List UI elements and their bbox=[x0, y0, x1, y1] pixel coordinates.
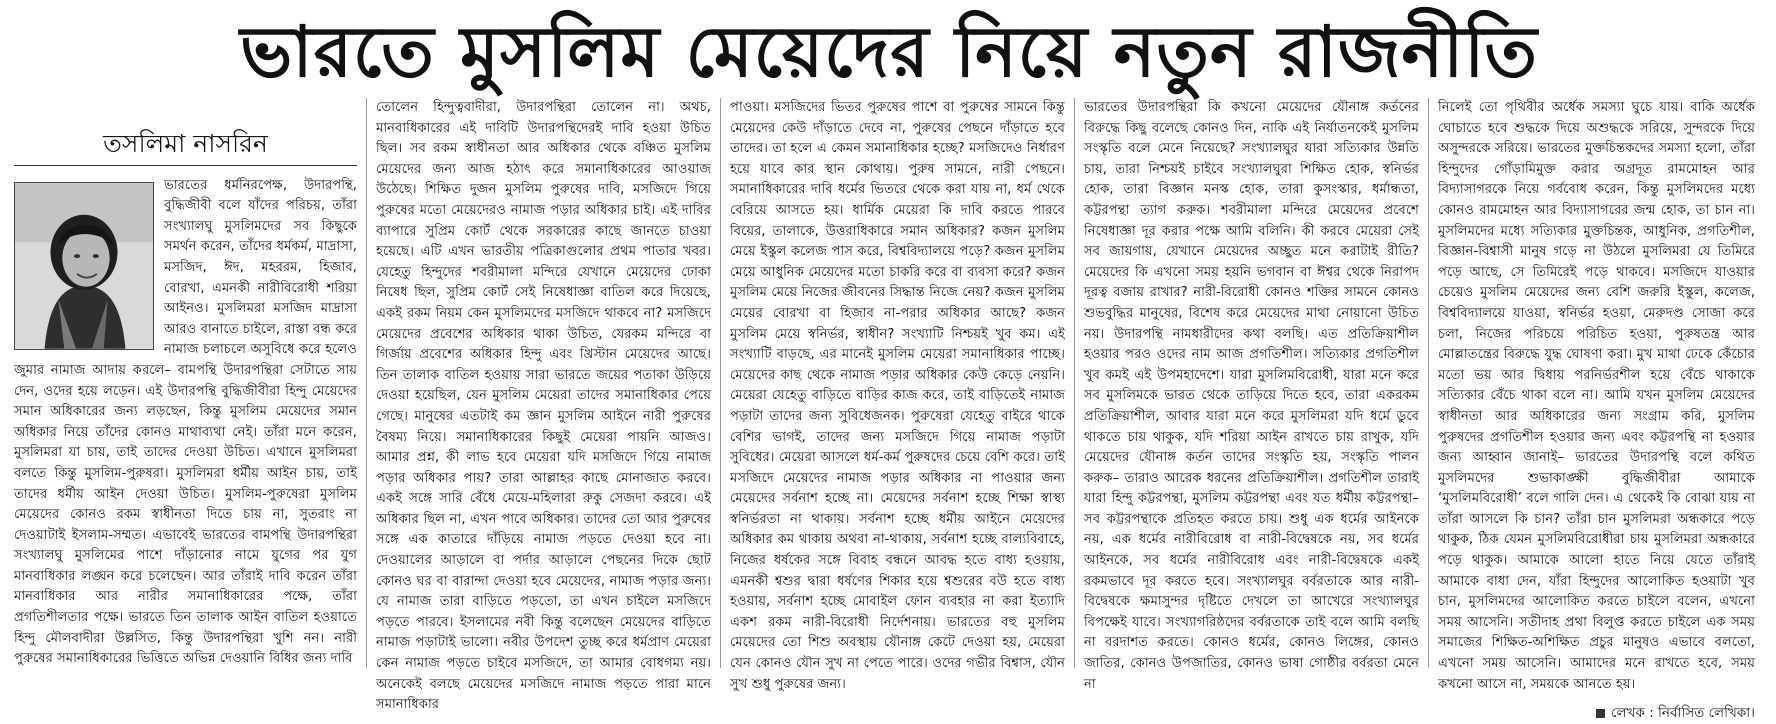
article-column-2 bbox=[366, 98, 720, 713]
byline: তসলিমা নাসরিন bbox=[14, 98, 357, 166]
article-text-col-5: নিলেই তো পৃথিবীর অর্ধেক সমস্যা ঘুচে যায়। বাকি অর্ধেক ঘোচাতে হবে শুদ্ধকে দিয়ে অশুদ্ধকে সরিয়ে, সুন্দরকে দিয়ে অসুন্দরকে সরিয়ে। ভারতের মুক্তচিন্তকদের সমস্যা হলো, তাঁরা হিন্দুদের গোঁড়ামিমুক্ত করার অগ্রদূত রামমোহন আর বিদ্যাসাগরকে নিয়ে গর্ববোধ করেন, কিন্তু মুসলিমদের মধ্যে কোনও রামমোহন আর বিদ্যাসাগরের জন্ম হোক, তা চান না। মুসলিমদের মধ্যে সত্যিকার মুক্তচিন্তক, আধুনিক, প্রগতিশীল, বিজ্ঞান-বিশ্বাসী মানুষ গড়ে না উঠলে মুসলিমরা যে তিমিরে পড়ে আছে, সে তিমিরেই পড়ে থাকবে। মসজিদে যাওয়ার চেয়েও মুসলিম মেয়েদের জন্য বেশি জরুরি ইস্কুল, কলেজ, বিশ্ববিদ্যালয়ে যাওয়া, স্বনির্ভর হওয়া, মেরুদণ্ড সোজা করে চলা, নিজের পরিচয়ে পরিচিত হওয়া, পুরুষতন্ত্র আর মোল্লাতন্ত্রের বিরুদ্ধে যুদ্ধ ঘোষণা করা। মুখ মাথা ঢেকে কেঁচোর মতো ভয় আর দ্বিধায় পরনির্ভরশীল হয়ে বেঁচে থাকাকে সত্যিকার বেঁচে থাকা বলে না। আমি যখন মুসলিম মেয়েদের স্বাধীনতা আর অধিকারের জন্য সংগ্রাম করি, মুসলিম পুরুষদের প্রগতিশীল হওয়ার জন্য এবং কট্টরপন্থি না হওয়ার জন্য আহ্বান জানাই– ভারতের উদারপন্থি বলে কথিত মুসলিমদের শুভাকাঙ্ক্ষী বুদ্ধিজীবীরা আমাকে ‘মুসলিমবিরোধী’ বলে গালি দেন। এ থেকেই কি বোঝা যায় না তাঁরা আসলে কি চান? তাঁরা চান মুসলিমরা অন্ধকারে পড়ে থাকুক, ঠিক যেমন মুসলিমবিরোধীরা চায় মুসলিমরা অন্ধকারে পড়ে থাকুক। আমাকে আলো হাতে নিয়ে যেতে তাঁরাই আমাকে বাধা দেন, যাঁরা হিন্দুদের আলোকিত হওয়াটা খুব চান, মুসলিমদের আলোকিত করতে চাইলে বলেন, এখনো সময় আসেনি। সতীদাহ প্রথা বিলুপ্ত করতে চাইলে এক সময় সমাজের শিক্ষিত-অশিক্ষিত প্রচুর মানুষও এভাবে বলতো, এখনো সময় আসেনি। আমাদের মনে রাখতে হবে, সময় কখনো আসে না, সময়কে আনতে হয়। bbox=[1438, 100, 1755, 692]
article-text-col-4: ভারতের উদারপন্থিরা কি কখনো মেয়েদের যৌনাঙ্গ কর্তনের বিরুদ্ধে কিছু বলেছে কোনও দিন, নাকি এই নির্যাতনকেই মুসলিম সংস্কৃতি বলে মেনে নিয়েছে? সংখ্যালঘুর যারা সত্যিকার উন্নতি চায়, তারা নিশ্চয়ই চাইবে সংখ্যালঘুরা শিক্ষিত হোক, স্বনির্ভর হোক, তারা বিজ্ঞান মনস্ক হোক, তারা কুসংস্কার, ধর্মান্ধতা, কট্টরপন্থা ত্যাগ করুক। শবরীমালা মন্দিরে মেয়েদের প্রবেশে নিষেধাজ্ঞা দূর করার পক্ষে আমি বলিনি। কী করবে মেয়েরা সেই সব জায়গায়, যেখানে মেয়েদের অচ্ছুত মনে করাটাই রীতি? মেয়েদের কি এখনো সময় হয়নি ভগবান বা ঈশ্বর থেকে নিরাপদ দূরত্ব বজায় রাখার? নারী-বিরোধী কোনও শক্তির সামনে কোনও শুভবুদ্ধির মানুষের, বিশেষ করে মেয়েদের মাথা নোয়ানো উচিত নয়। উদারপন্থি নামধারীদের কথা বলছি। এত প্রতিক্রিয়াশীল হওয়ার পরও ওদের নাম আজ প্রগতিশীল। সত্যিকার প্রগতিশীল খুব কমই এই উপমহাদেশে। যারা মুসলিমবিরোধী, যারা মনে করে সব মুসলিমকে ভারত থেকে তাড়িয়ে দিতে হবে, তারা একরকম প্রতিক্রিয়াশীল, আবার যারা মনে করে মুসলিমরা যদি ধর্মে ডুবে থাকতে চায় থাকুক, যদি শরিয়া আইন রাখতে চায় রাখুক, যদি মেয়েদের যৌনাঙ্গ কর্তন তাদের সংস্কৃতি হয়, সংস্কৃতি পালন করুক– তারাও আরেক ধরনের প্রতিক্রিয়াশীল। প্রগতিশীল তারাই যারা হিন্দু কট্টরপন্থা, মুসলিম কট্টরপন্থা এবং যত ধর্মীয় কট্টরপন্থা–সব কট্টরপন্থাকে প্রতিহত করতে চায়। শুধু এক ধর্মের আইনকে নয়, এক ধর্মের নারীবিরোধ বা নারী-বিদ্বেষকে নয়, সব ধর্মের আইনকে, সব ধর্মের নারীবিরোধ এবং নারী-বিদ্বেষকে একই রকমভাবে দূর করতে হবে। সংখ্যালঘুর বর্বরতাকে আর নারী-বিদ্বেষকে ক্ষমাসুন্দর দৃষ্টিতে দেখলে তা আখেরে সংখ্যালঘুর বিপক্ষেই যাবে। সংখ্যাগরিষ্ঠদের বর্বরতাকে তাই বলে আমি বলছি না বরদাশত করতে। কোনও ধর্মের, কোনও লিঙ্গের, কোনও জাতির, কোনও উপজাতির, কোনও ভাষা গোষ্ঠীর বর্বরতা মেনে না bbox=[1084, 100, 1419, 692]
headline: ভারতে মুসলিম মেয়েদের নিয়ে নতুন রাজনীতি bbox=[240, 11, 1538, 93]
author-portrait bbox=[14, 182, 154, 350]
article-column-1 bbox=[14, 98, 366, 668]
author-credit bbox=[1438, 703, 1755, 724]
article-column-4 bbox=[1074, 98, 1428, 692]
article-text-col-3: পাওয়া। মসজিদের ভিতর পুরুষের পাশে বা পুরুষের সামনে কিন্তু মেয়েদের কেউ দাঁড়াতে দেবে না, পুরুষের পেছনে দাঁড়াতে হবে তাদের। তা হলে এ কেমন সমানাধিকার হচ্ছে? মসজিদেও নির্ধারণ হয়ে যাবে কার স্থান কোথায়। পুরুষ সামনে, নারী পেছনে। সমানাধিকারের দাবি ধর্মের ভিতরে থেকে করা যায় না, ধর্ম থেকে বেরিয়ে আসতে হয়। ধার্মিক মেয়েরা কি দাবি করতে পারবে বিয়ের, তালাকে, উত্তরাধিকারে সমান অধিকার? কজন মুসলিম মেয়ে ইস্কুল কলেজ পাস করে, বিশ্ববিদ্যালয়ে পড়ে? কজন মুসলিম মেয়ে আধুনিক মেয়েদের মতো চাকরি করে বা ব্যবসা করে? কজন মুসলিম মেয়ে নিজের জীবনের সিদ্ধান্ত নিজে নেয়? কজন মুসলিম মেয়ের বোরখা বা হিজাব না-পরার অধিকার আছে? কজন মুসলিম মেয়ে স্বনির্ভর, স্বাধীন? সংখ্যাটি নিশ্চয়ই খুব কম। এই সংখ্যাটি বাড়ছে, এর মানেই মুসলিম মেয়েরা সমানাধিকার পাচ্ছে। মেয়েদের কাছ থেকে নামাজ পড়ার অধিকার কেউ কেড়ে নেয়নি। মেয়েরা যেহেতু বাড়িতে বাড়ির কাজ করে, তাই বাড়িতেই নামাজ পড়াটা তাদের জন্য সুবিধেজনক। পুরুষেরা যেহেতু বাইরে থাকে বেশির ভাগই, তাদের জন্য মসজিদে গিয়ে নামাজ পড়াটা সুবিধের। মেয়েরা আসলে ধর্ম-কর্ম পুরুষদের চেয়ে বেশি করে। তাই মসজিদে মেয়েদের নামাজ পড়ার অধিকার না পাওয়ার জন্য মেয়েদের সর্বনাশ হচ্ছে না। মেয়েদের সর্বনাশ হচ্ছে শিক্ষা স্বাস্থ্য স্বনির্ভরতা না থাকায়। সর্বনাশ হচ্ছে ধর্মীয় আইনে মেয়েদের অধিকার কম থাকায় অথবা না-থাকায়, সর্বনাশ হচ্ছে বাল্যবিবাহে, নিজের ধর্ষকের সঙ্গে বিবাহ বন্ধনে আবদ্ধ হতে বাধ্য হওয়ায়, এমনকী শ্বশুর দ্বারা ধর্ষণের শিকার হয়ে শ্বশুরের বউ হতে বাধ্য হওয়ায়, সর্বনাশ হচ্ছে মোবাইল ফোন ব্যবহার না করা ইত্যাদি একশ রকম নারী-বিরোধী নির্দেশনায়। ভারতের বহু মুসলিম মেয়েদের তো শিশু অবস্থায় যৌনাঙ্গ কেটে দেওয়া হয়, মেয়েরা যেন কোনও যৌন সুখ না পেতে পারে। ওদের গভীর বিশ্বাস, যৌন সুখ শুধু পুরুষের জন্য। bbox=[730, 100, 1065, 692]
portrait-image bbox=[15, 183, 153, 349]
article-text-col-1: ভারতের ধর্মনিরপেক্ষ, উদারপন্থি, বুদ্ধিজীবী বলে যাঁদের পরিচয়, তাঁরা সংখ্যালঘু মুসলিমদের সব কিছুকে সমর্থন করেন, তাঁদের ধর্মকর্ম, মাদ্রাসা, মসজিদ, ঈদ, মহররম, হিজাব, বোরখা, এমনকী নারীবিরোধী শরিয়া আইনও। মুসলিমরা মসজিদ মাদ্রাসা আরও বানাতে চাইলে, রাস্তা বন্ধ করে নামাজ চলাচলে অসুবিধে করে হলেও জুমার নামাজ আদায় করলে– বামপন্থি উদারপন্থিরা সেটাতে সায় দেন, ওদের হয়ে লড়েন। এই উদারপন্থি বুদ্ধিজীবীরা হিন্দু মেয়েদের সমান অধিকারের জন্য লড়ছেন, কিন্তু মুসলিম মেয়েদের সমান অধিকার নিয়ে তাঁদের কোনও মাথাব্যথা নেই। তাঁরা মনে করেন, মুসলিমরা যা চায়, তাই তাদের দেওয়া উচিত। এখানে মুসলিমরা বলতে কিন্তু মুসলিম-পুরুষরা। মুসলিমরা ধর্মীয় আইন চায়, তাই তাদের ধর্মীয় আইন দেওয়া উচিত। মুসলিম-পুরুষেরা মুসলিম মেয়েদের কোনও রকম স্বাধীনতা দিতে চায় না, সুতরাং না দেওয়াটাই ইসলাম-সম্মত। এভাবেই ভারতের বামপন্থি উদারপন্থিরা সংখ্যালঘু মুসলিমের পাশে দাঁড়ানোর নামে যুগের পর যুগ মানবাধিকার লঙ্ঘন করে চলেছেন। আর তাঁরাই দাবি করেন তাঁরা মানবাধিকার আর নারীর সমানাধিকারের পক্ষে, তাঁরা প্রগতিশীলতার পক্ষে। ভারতে তিন তালাক আইন বাতিল হওয়াতে হিন্দু মৌলবাদীরা উল্লসিত, কিন্তু উদারপন্থিরা খুশি নন। নারী পুরুষের সমানাধিকারের ভিত্তিতে অভিন্ন দেওয়ানি বিধির জন্য দাবি bbox=[14, 177, 357, 667]
square-bullet-icon bbox=[1596, 709, 1605, 718]
article-column-3 bbox=[720, 98, 1074, 692]
article-columns bbox=[14, 98, 1764, 722]
article-column-5 bbox=[1428, 98, 1764, 722]
credit-text: লেখক : নির্বাসিত লেখিকা। bbox=[1611, 705, 1755, 722]
article-text-col-2: তোলেন হিন্দুত্ববাদীরা, উদারপন্থিরা তোলেন না। অথচ, মানবাধিকারের এই দাবিটি উদারপন্থিদেরই দাবি হওয়া উচিত ছিল। সব রকম স্বাধীনতা আর অধিকার থেকে বঞ্চিত মুসলিম মেয়েদের জন্য আজ হঠাৎ করে সমানাধিকারের আওয়াজ উঠেছে। শিক্ষিত দুজন মুসলিম পুরুষের দাবি, মসজিদে গিয়ে পুরুষের মতো মেয়েদেরও নামাজ পড়ার অধিকার চাই। এই দাবির ব্যাপারে সুপ্রিম কোর্ট থেকে সরকারের কাছে জানতে চাওয়া হয়েছে। এটি এখন ভারতীয় পত্রিকাগুলোর প্রথম পাতার খবর। যেহেতু হিন্দুদের শবরীমালা মন্দিরে যেখানে মেয়েদের ঢোকা নিষেধ ছিল, সুপ্রিম কোর্ট সেই নিষেধাজ্ঞা বাতিল করে দিয়েছে, একই রকম নিয়ম কেন মুসলিমদের মসজিদে থাকবে না? মসজিদে মেয়েদের প্রবেশের অধিকার থাকা উচিত, যেরকম মন্দিরে বা গির্জায় প্রবেশের অধিকার হিন্দু এবং খ্রিস্টান মেয়েদের আছে। তিন তালাক বাতিল হওয়ায় সারা ভারতে জয়ের পতাকা উড়িয়ে দেওয়া হয়েছিল, যেন মুসলিম মেয়েরা তাদের সমানাধিকার পেয়ে গেছে। মানুষের এতটাই কম জ্ঞান মুসলিম আইনে নারী পুরুষের বৈষম্য নিয়ে। সমানাধিকারের কিছুই মেয়েরা পায়নি আজও। আমার প্রশ্ন, কী লাভ হবে মেয়েরা যদি মসজিদে গিয়ে নামাজ পড়ার অধিকার পায়? তারা আল্লাহর কাছে মোনাজাত করবে। একই সঙ্গে সারি বেঁধে মেয়ে-মহিলারা রুকু সেজদা করবে। এই অধিকার ছিল না, এখন পাবে অধিকার। তাদের তো আর পুরুষের সঙ্গে এক কাতারে দাঁড়িয়ে নামাজ পড়তে দেওয়া হবে না। দেওয়ালের আড়ালে বা পর্দার আড়ালে পেছনের দিকে ছোট কোনও ঘর বা বারান্দা দেওয়া হবে মেয়েদের, নামাজ পড়ার জন্য। যে নামাজ তারা বাড়িতে পড়তো, তা এখন চাইলে মসজিদে পড়তে পারবে। ইসলামের নবী কিন্তু বলেছেন মেয়েদের বাড়িতে নামাজ পড়াটাই ভালো। নবীর উপদেশ তুচ্ছ করে ধর্মপ্রাণ মেয়েরা কেন নামাজ পড়তে চাইবে মসজিদে, তা আমার বোধগম্য নয়। অনেকেই বলছে মেয়েদের মসজিদে নামাজ পড়তে পারা মানে সমানাধিকার bbox=[376, 100, 711, 713]
